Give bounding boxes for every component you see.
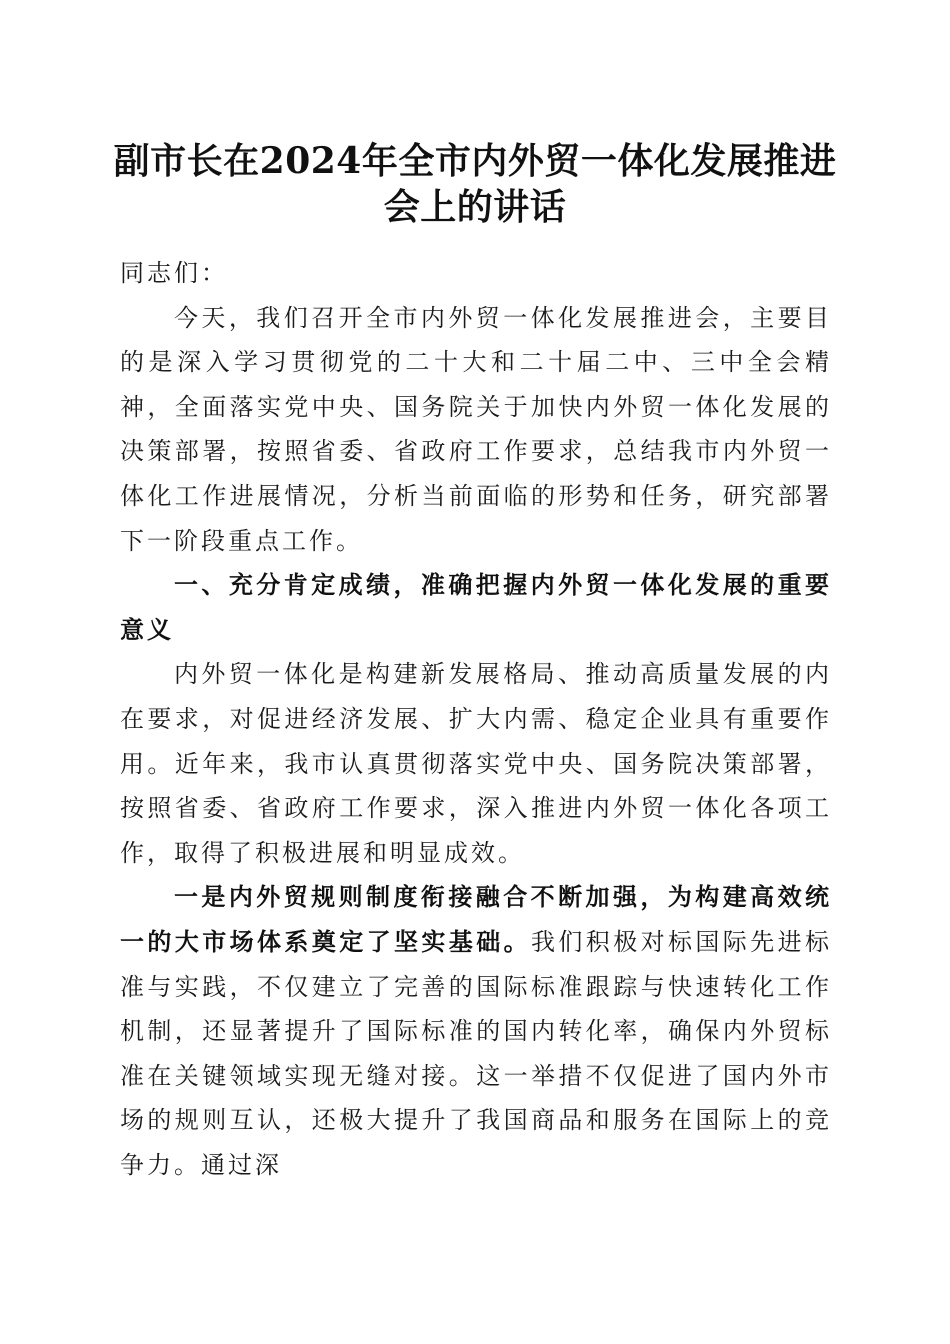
section-1-paragraph-2-lead: 一是内外贸规则制度衔接融合不断加强，为构建高效统一的大市场体系奠定了坚实基础。 [120,883,832,956]
section-1-heading: 一、充分肯定成绩，准确把握内外贸一体化发展的重要意义 [120,571,832,644]
document-body [120,251,832,1187]
intro-paragraph: 今天，我们召开全市内外贸一体化发展推进会，主要目的是深入学习贯彻党的二十大和二十届二中、三中全会精神，全面落实党中央、国务院关于加快内外贸一体化发展的决策部署，按照省委、省政府工作要求，总结我市内外贸一体化工作进展情况，分析当前面临的形势和任务，研究部署下一阶段重点工作。 [120,303,832,555]
title-line-2: 会上的讲话 [383,186,567,228]
section-1-paragraph-2-body: 我们积极对标国际先进标准与实践，不仅建立了完善的国际标准跟踪与快速转化工作机制，还显著提升了国际标准的国内转化率，确保内外贸标准在关键领域实现无缝对接。这一举措不仅促进了国内外市场的规则互认，还极大提升了我国商品和服务在国际上的竞争力。通过深 [120,927,832,1179]
title-line-1: 副市长在2024年全市内外贸一体化发展推进 [113,140,837,182]
salutation: 同志们： [120,259,228,287]
section-1-paragraph-1: 内外贸一体化是构建新发展格局、推动高质量发展的内在要求，对促进经济发展、扩大内需、稳定企业具有重要作用。近年来，我市认真贯彻落实党中央、国务院决策部署，按照省委、省政府工作要求，深入推进内外贸一体化各项工作，取得了积极进展和明显成效。 [120,660,832,867]
document-title [100,138,850,230]
section-1-paragraph-2 [120,875,832,1187]
